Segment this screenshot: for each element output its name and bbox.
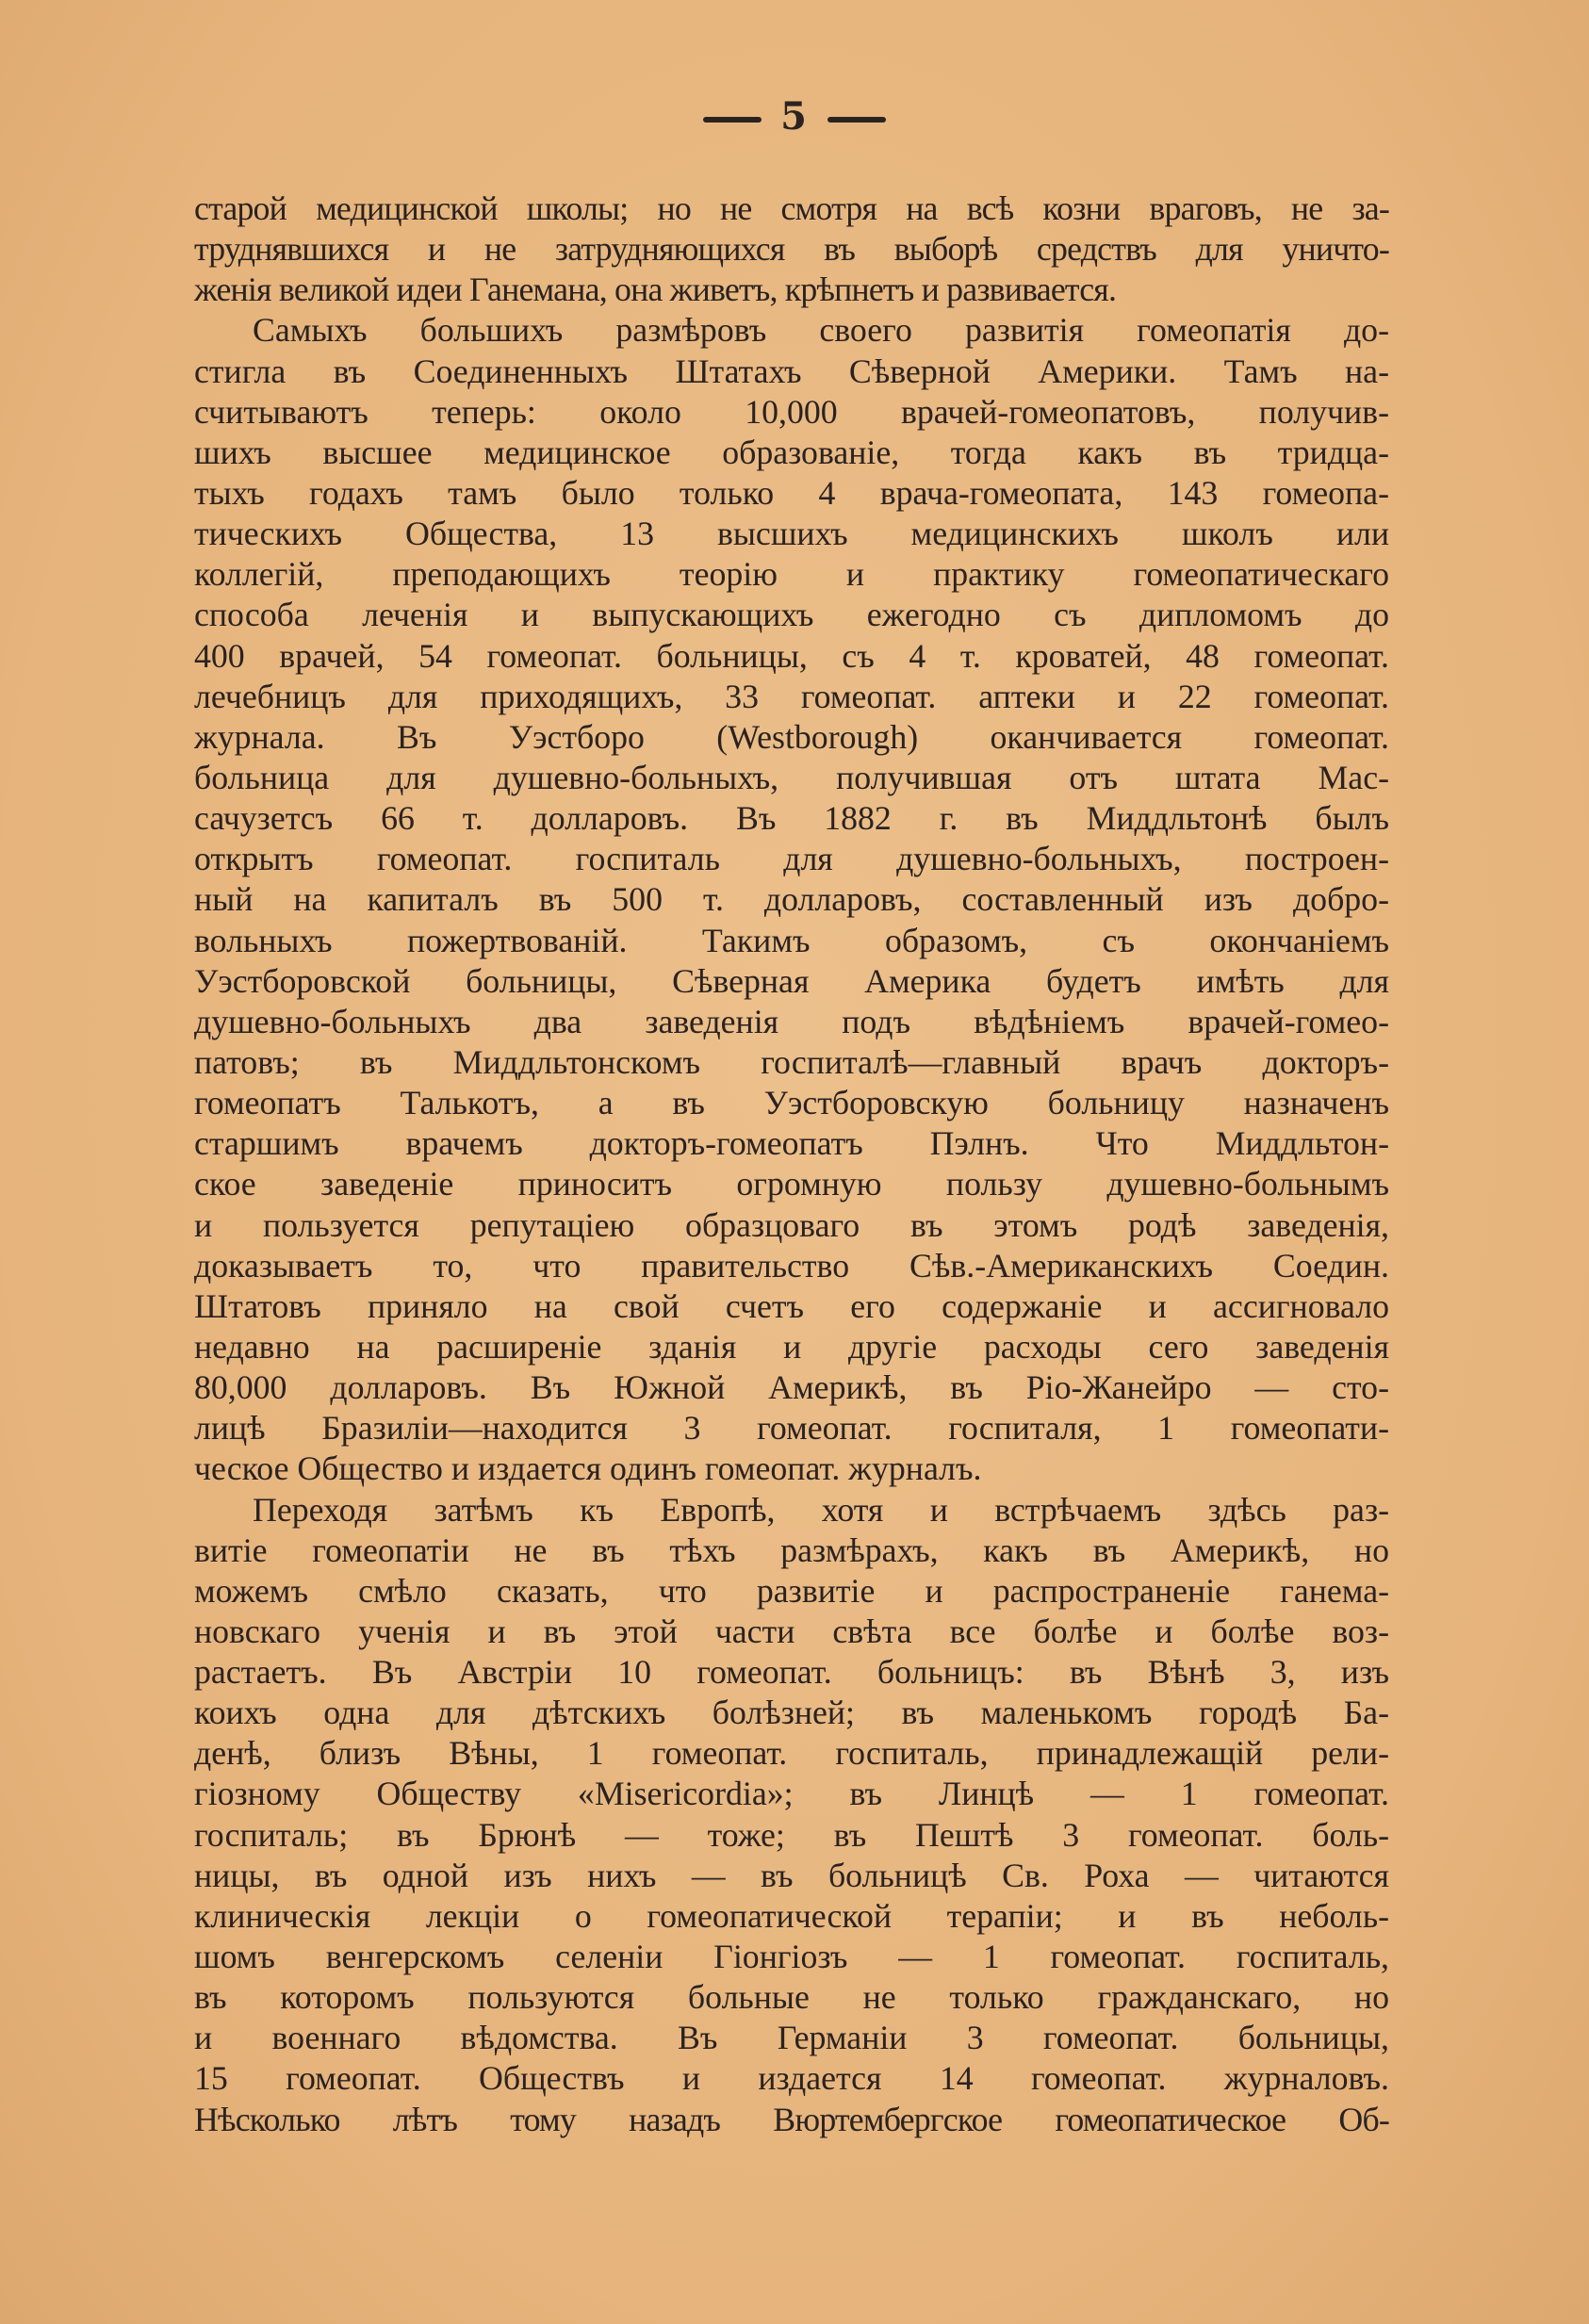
text-line: стигла въ Соединенныхъ Штатахъ Сѣверной Америки. Тамъ на- <box>194 352 1389 390</box>
text-line: Самыхъ большихъ размѣровъ своего развитія гомеопатія до- <box>253 311 1389 350</box>
right-dash-ornament <box>827 117 886 123</box>
text-line: 80,000 долларовъ. Въ Южной Америкѣ, въ Ріо-Жанейро — сто- <box>194 1368 1389 1407</box>
text-line: тическихъ Общества, 13 высшихъ медицинскихъ школъ или <box>194 515 1389 553</box>
text-line: гіозному Обществу «Misericordia»; въ Линцѣ — 1 гомеопат. <box>194 1775 1389 1813</box>
left-dash-ornament <box>703 117 762 123</box>
text-line: Переходя затѣмъ къ Европѣ, хотя и встрѣчаемъ здѣсь раз- <box>253 1490 1389 1529</box>
page-number: 5 <box>780 94 809 139</box>
text-line: недавно на расширеніе зданія и другіе расходы сего заведенія <box>194 1327 1389 1366</box>
body-text <box>194 188 1389 2140</box>
text-line: и военнаго вѣдомства. Въ Германіи 3 гомеопат. больницы, <box>194 2019 1389 2057</box>
text-line: клиническія лекціи о гомеопатической терапіи; и въ неболь- <box>194 1896 1389 1935</box>
text-line: сачузетсъ 66 т. долларовъ. Въ 1882 г. въ Миддльтонѣ былъ <box>194 799 1389 838</box>
text-line: старой медицинской школы; но не смотря на всѣ козни враговъ, не за- <box>194 189 1389 227</box>
text-line: труднявшихся и не затрудняющихся въ выборѣ средствъ для уничто- <box>194 230 1389 269</box>
text-line: коихъ одна для дѣтскихъ болѣзней; въ маленькомъ городѣ Ба- <box>194 1694 1389 1732</box>
text-line: новскаго ученія и въ этой части свѣта все болѣе и болѣе воз- <box>194 1612 1389 1650</box>
text-line: коллегій, преподающихъ теорію и практику гомеопатическаго <box>194 555 1389 594</box>
text-line: лечебницъ для приходящихъ, 33 гомеопат. аптеки и 22 гомеопат. <box>194 677 1389 715</box>
text-line: 400 врачей, 54 гомеопат. больницы, съ 4 т. кроватей, 48 гомеопат. <box>194 636 1389 675</box>
text-line: можемъ смѣло сказать, что развитіе и распространеніе ганема- <box>194 1571 1389 1610</box>
text-line: госпиталь; въ Брюнѣ — тоже; въ Пештѣ 3 гомеопат. боль- <box>194 1815 1389 1854</box>
page-header <box>0 94 1589 139</box>
text-line: патовъ; въ Миддльтонскомъ госпиталѣ—главный врачъ докторъ- <box>194 1042 1389 1081</box>
text-line: шомъ венгерскомъ селеніи Гіонгіозъ — 1 гомеопат. госпиталь, <box>194 1938 1389 1976</box>
text-line: въ которомъ пользуются больные не только гражданскаго, но <box>194 1978 1389 2017</box>
text-line: ницы, въ одной изъ нихъ — въ больницѣ Св. Роха — читаются <box>194 1856 1389 1894</box>
text-line: журнала. Въ Уэстборо (Westborough) оканчивается гомеопат. <box>194 717 1389 756</box>
text-line: витіе гомеопатіи не въ тѣхъ размѣрахъ, какъ въ Америкѣ, но <box>194 1530 1389 1569</box>
text-line: шихъ высшее медицинское образованіе, тогда какъ въ тридца- <box>194 433 1389 471</box>
text-line: старшимъ врачемъ докторъ-гомеопатъ Пэлнъ. Что Миддльтон- <box>194 1124 1389 1163</box>
text-line: ческое Общество и издается одинъ гомеопат. журналъ. <box>194 1449 982 1488</box>
text-line: больница для душевно-больныхъ, получившая отъ штата Мас- <box>194 758 1389 796</box>
text-line: ный на капиталъ въ 500 т. долларовъ, составленный изъ добро- <box>194 880 1389 919</box>
text-line: душевно-больныхъ два заведенія подъ вѣдѣніемъ врачей-гомео- <box>194 1002 1389 1040</box>
text-line: вольныхъ пожертвованій. Такимъ образомъ, съ окончаніемъ <box>194 921 1389 959</box>
text-line: Нѣсколько лѣтъ тому назадъ Вюртембергское гомеопатическое Об- <box>194 2100 1389 2138</box>
text-line: Уэстборовской больницы, Сѣверная Америка будетъ имѣть для <box>194 961 1389 1000</box>
text-line: способа леченія и выпускающихъ ежегодно съ дипломомъ до <box>194 596 1389 634</box>
text-line: гомеопатъ Талькотъ, а въ Уэстборовскую больницу назначенъ <box>194 1084 1389 1122</box>
text-line: доказываетъ то, что правительство Сѣв.-Американскихъ Соедин. <box>194 1246 1389 1285</box>
text-line: женія великой идеи Ганемана, она живетъ, крѣпнетъ и развивается. <box>194 270 1117 309</box>
text-line: 15 гомеопат. Обществъ и издается 14 гомеопат. журналовъ. <box>194 2059 1389 2098</box>
text-line: открытъ гомеопат. госпиталь для душевно-больныхъ, построен- <box>194 840 1389 878</box>
text-line: Штатовъ приняло на свой счетъ его содержаніе и ассигновало <box>194 1286 1389 1325</box>
text-line: тыхъ годахъ тамъ было только 4 врача-гомеопата, 143 гомеопа- <box>194 473 1389 512</box>
text-line: растаетъ. Въ Австріи 10 гомеопат. больницъ: въ Вѣнѣ 3, изъ <box>194 1653 1389 1692</box>
text-line: ское заведеніе приноситъ огромную пользу душевно-больнымъ <box>194 1165 1389 1203</box>
text-line: и пользуется репутаціею образцоваго въ этомъ родѣ заведенія, <box>194 1205 1389 1244</box>
text-line: лицѣ Бразиліи—находится 3 гомеопат. госпиталя, 1 гомеопати- <box>194 1409 1389 1448</box>
text-line: денѣ, близъ Вѣны, 1 гомеопат. госпиталь, принадлежащій рели- <box>194 1734 1389 1773</box>
text-line: считываютъ теперь: около 10,000 врачей-гомеопатовъ, получив- <box>194 392 1389 431</box>
